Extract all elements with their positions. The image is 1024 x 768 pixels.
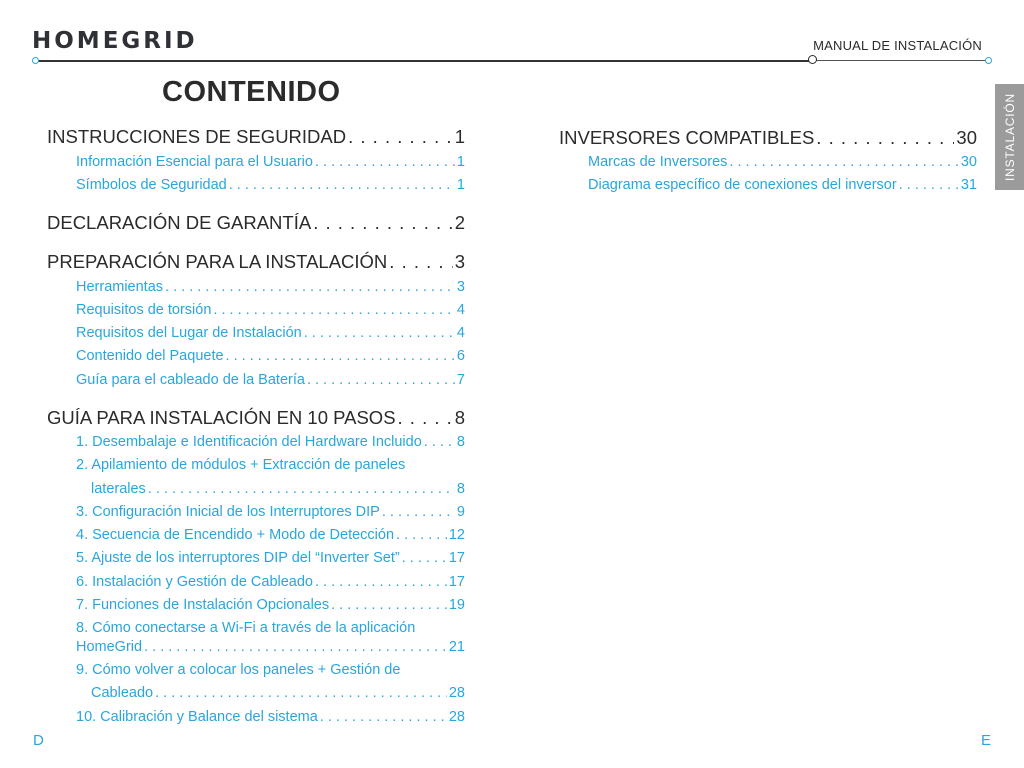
toc-section[interactable] (47, 251, 465, 273)
toc-item[interactable] (76, 597, 465, 613)
toc-section[interactable] (47, 126, 465, 148)
toc-page-number: 21 (448, 639, 465, 655)
dot-leader (155, 685, 447, 701)
toc-page-number: 19 (448, 597, 465, 613)
toc-page-number: 28 (448, 709, 465, 725)
dot-leader (729, 154, 958, 170)
toc-item[interactable] (76, 709, 465, 725)
dot-leader (313, 212, 453, 234)
page-title: CONTENIDO (162, 76, 341, 108)
toc-item-title: Guía para el cableado de la Batería (76, 372, 305, 388)
toc-page-number: 1 (454, 126, 465, 147)
toc-page-number: 3 (456, 279, 465, 295)
toc-item-title-cont: laterales (91, 481, 146, 497)
toc-item[interactable] (588, 177, 977, 193)
toc-item-title: Contenido del Paquete (76, 348, 224, 364)
toc-item-title: 5. Ajuste de los interruptores DIP del “Inverter Set” (76, 550, 400, 566)
header-rule-right (816, 60, 986, 61)
dot-leader (148, 481, 455, 497)
toc-section-title: PREPARACIÓN PARA LA INSTALACIÓN (47, 251, 388, 272)
dot-leader (320, 709, 447, 725)
toc-page-number: 31 (960, 177, 977, 193)
toc-item[interactable] (76, 177, 465, 193)
dot-leader (382, 504, 455, 520)
rule-end-dot-right (985, 57, 992, 64)
toc-page-number: 3 (454, 251, 465, 272)
toc-section-title: DECLARACIÓN DE GARANTÍA (47, 212, 312, 233)
footer-page-right: E (980, 732, 991, 749)
toc-item-title: 7. Funciones de Instalación Opcionales (76, 597, 330, 613)
dot-leader (315, 574, 447, 590)
toc-item-title: 4. Secuencia de Encendido + Modo de Detección (76, 527, 395, 543)
dot-leader (398, 407, 453, 429)
toc-page-number: 17 (448, 550, 465, 566)
toc-item[interactable] (76, 434, 465, 450)
toc-item-title[interactable]: 2. Apilamiento de módulos + Extracción de paneles (76, 457, 406, 473)
dot-leader (424, 434, 455, 450)
toc-item-title: Información Esencial para el Usuario (76, 154, 313, 170)
toc-item-title: Herramientas (76, 279, 164, 295)
toc-page-number: 8 (454, 407, 465, 428)
dot-leader (315, 154, 455, 170)
toc-page-number: 9 (456, 504, 465, 520)
dot-leader (144, 639, 447, 655)
toc-item[interactable] (76, 372, 465, 388)
toc-section[interactable] (47, 407, 465, 429)
dot-leader (331, 597, 447, 613)
toc-item[interactable] (76, 302, 465, 318)
toc-item-title-cont: Cableado (91, 685, 154, 701)
toc-page-number: 7 (456, 372, 465, 388)
toc-page-number: 17 (448, 574, 465, 590)
logo: HOMEGRID (32, 28, 198, 54)
toc-item-title: 6. Instalación y Gestión de Cableado (76, 574, 313, 590)
rule-joint-dot (808, 55, 817, 64)
toc-section-title: GUÍA PARA INSTALACIÓN EN 10 PASOS (47, 407, 396, 428)
toc-item-title: Requisitos de torsión (76, 302, 212, 318)
toc-page-number: 30 (960, 154, 977, 170)
toc-page-number: 4 (456, 302, 465, 318)
toc-page-number: 4 (456, 325, 465, 341)
dot-leader (165, 279, 455, 295)
manual-label: MANUAL DE INSTALACIÓN (813, 38, 982, 53)
dot-leader (307, 372, 455, 388)
dot-leader (402, 550, 447, 566)
dot-leader (213, 302, 455, 318)
toc-item-title: 3. Configuración Inicial de los Interruptores DIP (76, 504, 380, 520)
dot-leader (229, 177, 455, 193)
side-tab-label: INSTALACIÓN (1002, 93, 1017, 181)
dot-leader (396, 527, 447, 543)
toc-item[interactable] (76, 348, 465, 364)
toc-page-number: 12 (448, 527, 465, 543)
toc-item[interactable] (76, 504, 465, 520)
toc-section[interactable] (559, 127, 977, 149)
toc-item-title[interactable]: 8. Cómo conectarse a Wi-Fi a través de la aplicación (76, 620, 416, 636)
toc-page-number: 2 (454, 212, 465, 233)
toc-item-title: Símbolos de Seguridad (76, 177, 227, 193)
dot-leader (899, 177, 959, 193)
dot-leader (304, 325, 455, 341)
toc-item[interactable] (76, 279, 465, 295)
toc-section[interactable] (47, 212, 465, 234)
toc-page-number: 1 (456, 154, 465, 170)
toc-section-title: INSTRUCCIONES DE SEGURIDAD (47, 126, 347, 147)
toc-item[interactable] (588, 154, 977, 170)
toc-item-title: Marcas de Inversores (588, 154, 728, 170)
side-tab[interactable] (995, 84, 1024, 190)
toc-item-title-cont: HomeGrid (76, 639, 143, 655)
toc-page-number: 1 (456, 177, 465, 193)
dot-leader (389, 251, 452, 273)
dot-leader (816, 127, 954, 149)
toc-page-number: 8 (456, 481, 465, 497)
toc-item[interactable] (76, 574, 465, 590)
dot-leader (348, 126, 453, 148)
toc-item-title: 10. Calibración y Balance del sistema (76, 709, 318, 725)
toc-item[interactable] (91, 481, 465, 497)
toc-item-title: 1. Desembalaje e Identificación del Hardware Incluido (76, 434, 422, 450)
header-rule-left (38, 60, 812, 62)
toc-section-title: INVERSORES COMPATIBLES (559, 127, 815, 148)
toc-page-number: 28 (448, 685, 465, 701)
toc-page-number: 8 (456, 434, 465, 450)
toc-page-number: 6 (456, 348, 465, 364)
toc-item-title: Requisitos del Lugar de Instalación (76, 325, 302, 341)
toc-item[interactable] (76, 550, 465, 566)
toc-item[interactable] (91, 685, 465, 701)
toc-item[interactable] (76, 325, 465, 341)
toc-item[interactable] (76, 154, 465, 170)
rule-end-dot-left (32, 57, 39, 64)
toc-item[interactable] (76, 639, 465, 655)
toc-item-title: Diagrama específico de conexiones del inversor (588, 177, 897, 193)
dot-leader (226, 348, 455, 364)
footer-page-left: D (33, 732, 44, 749)
toc-page-number: 30 (956, 127, 977, 148)
toc-item-title[interactable]: 9. Cómo volver a colocar los paneles + Gestión de (76, 662, 401, 678)
toc-item[interactable] (76, 527, 465, 543)
